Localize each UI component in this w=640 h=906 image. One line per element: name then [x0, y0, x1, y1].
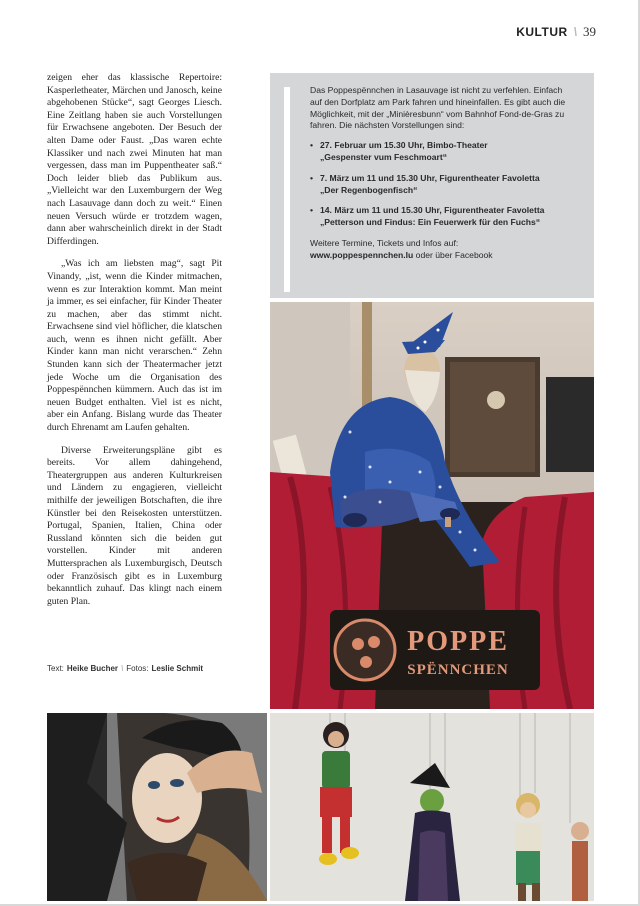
website-link[interactable]: www.poppespennchen.lu [310, 249, 414, 260]
event-item [310, 173, 572, 197]
event-title: „Petterson und Findus: Ein Feuerwerk für den Fuchs“ [320, 217, 541, 228]
photo-wizard-puppet-stage [270, 302, 594, 709]
info-box [270, 73, 594, 298]
article-paragraph-3: Diverse Erweiterungspläne gibt es bereits. Vor allem dahingehend, Theatergruppen aus anderen Kulturkreisen und Ländern zu engagieren, vielleicht mithilfe der jeweiligen Botschaften, die ihre Künstler bei den Reisekosten unterstützen. Portugal, Spanien, Italien, China oder Russland könnten sich die beiden gut vorstellen. Kinder mit anderen Muttersprachen als Luxemburgisch, Deutsch oder Französisch gibt es in Luxemburg bekanntlich zuhauf. Das klingt nach einem guten Plan. [47, 444, 222, 607]
bullet-icon: • [310, 140, 314, 151]
credit-photo-label: Fotos: [126, 664, 149, 673]
event-item [310, 205, 572, 229]
info-box-accent-bar [284, 87, 290, 292]
more-info-text: Weitere Termine, Tickets und Infos auf: [310, 237, 459, 248]
event-title: „Gespenster vum Feschmoart“ [320, 151, 448, 162]
bullet-icon: • [310, 172, 314, 183]
event-title: „Der Regenbogenfisch“ [320, 184, 418, 195]
sign-line-2: SPËNNCHEN [407, 662, 509, 678]
page-header [516, 24, 596, 40]
credit-separator: \ [121, 664, 124, 673]
event-date: 14. März um 11 und 15.30 Uhr, Figurentheater Favoletta [320, 205, 545, 216]
info-box-intro: Das Poppespënnchen in Lasauvage ist nicht zu verfehlen. Einfach auf den Dorfplatz am Park fahren und hineinfallen. Es gibt auch die Möglichkeit, mit der „Minièresbunn“ vom Bahnhof Fond-de-Gras zu fahren. Die nächsten Vorstellungen sind: [310, 85, 566, 131]
header-separator: \ [573, 25, 577, 39]
article-paragraph-2: „Was ich am liebsten mag“, sagt Pit Vinandy, „ist, wenn die Kinder mitmachen, wenn es zur Interaktion kommt. Man meint ja immer, es sei einfacher, für Kinder Theater zu machen, aber das stimmt nicht. Erwachsene sind viel höflicher, die klatschen auch, wenn es ihnen nicht gefällt. Aber Kinder kann man nicht verarschen.“ Zehn Stunden kann sich der Theatermacher jetzt jede Woche um die Organisation des Poppespënnchen kümmern. Auch das ist im neuen Budget enthalten. Viel ist es nicht, aber ein Anfang. Bislang wurde das Theater durch Ehrenamt am Laufen gehalten. [47, 258, 222, 434]
event-date: 7. März um 11 und 15.30 Uhr, Figurentheater Favoletta [320, 172, 540, 183]
info-box-content [310, 85, 572, 262]
section-title: KULTUR [516, 25, 568, 39]
article-column [47, 72, 222, 618]
sign-line-1: POPPE [407, 626, 509, 657]
credit-text-label: Text: [47, 664, 64, 673]
credit-text-author: Heike Bucher [66, 664, 119, 673]
photo-puppet-closeup [47, 713, 267, 901]
event-item [310, 140, 572, 164]
event-list [310, 140, 572, 229]
article-paragraph-1: zeigen eher das klassische Repertoire: Kasperletheater, Märchen und Janosch, keine abgehobenen Stücke“, sagt Georges Liesch. Eine Zeitlang haben sie auch Vorstellungen für Erwachsene angeboten. Der Besuch der alten Dame oder Faust. „Das waren echte Klassiker und nach zwei Minuten hat man vergessen, dass man im Puppentheater saß.“ Doch leider blieb das Publikum aus. „Vielleicht war den Luxemburgern der Weg nach Lasauvage dann doch zu weit.“ Einen neuen Versuch würde er trotzdem wagen, dann aber wahrscheinlich direkt in der Stadt Differdingen. [47, 72, 222, 247]
page-number: 39 [583, 24, 596, 39]
photo-marionettes [270, 713, 594, 901]
event-date: 27. Februar um 15.30 Uhr, Bimbo-Theater [320, 140, 488, 151]
article-credits [47, 664, 203, 673]
bullet-icon: • [310, 205, 314, 216]
more-info [310, 238, 572, 262]
more-info-suffix: oder über Facebook [413, 249, 493, 260]
credit-photo-author: Leslie Schmit [151, 664, 204, 673]
